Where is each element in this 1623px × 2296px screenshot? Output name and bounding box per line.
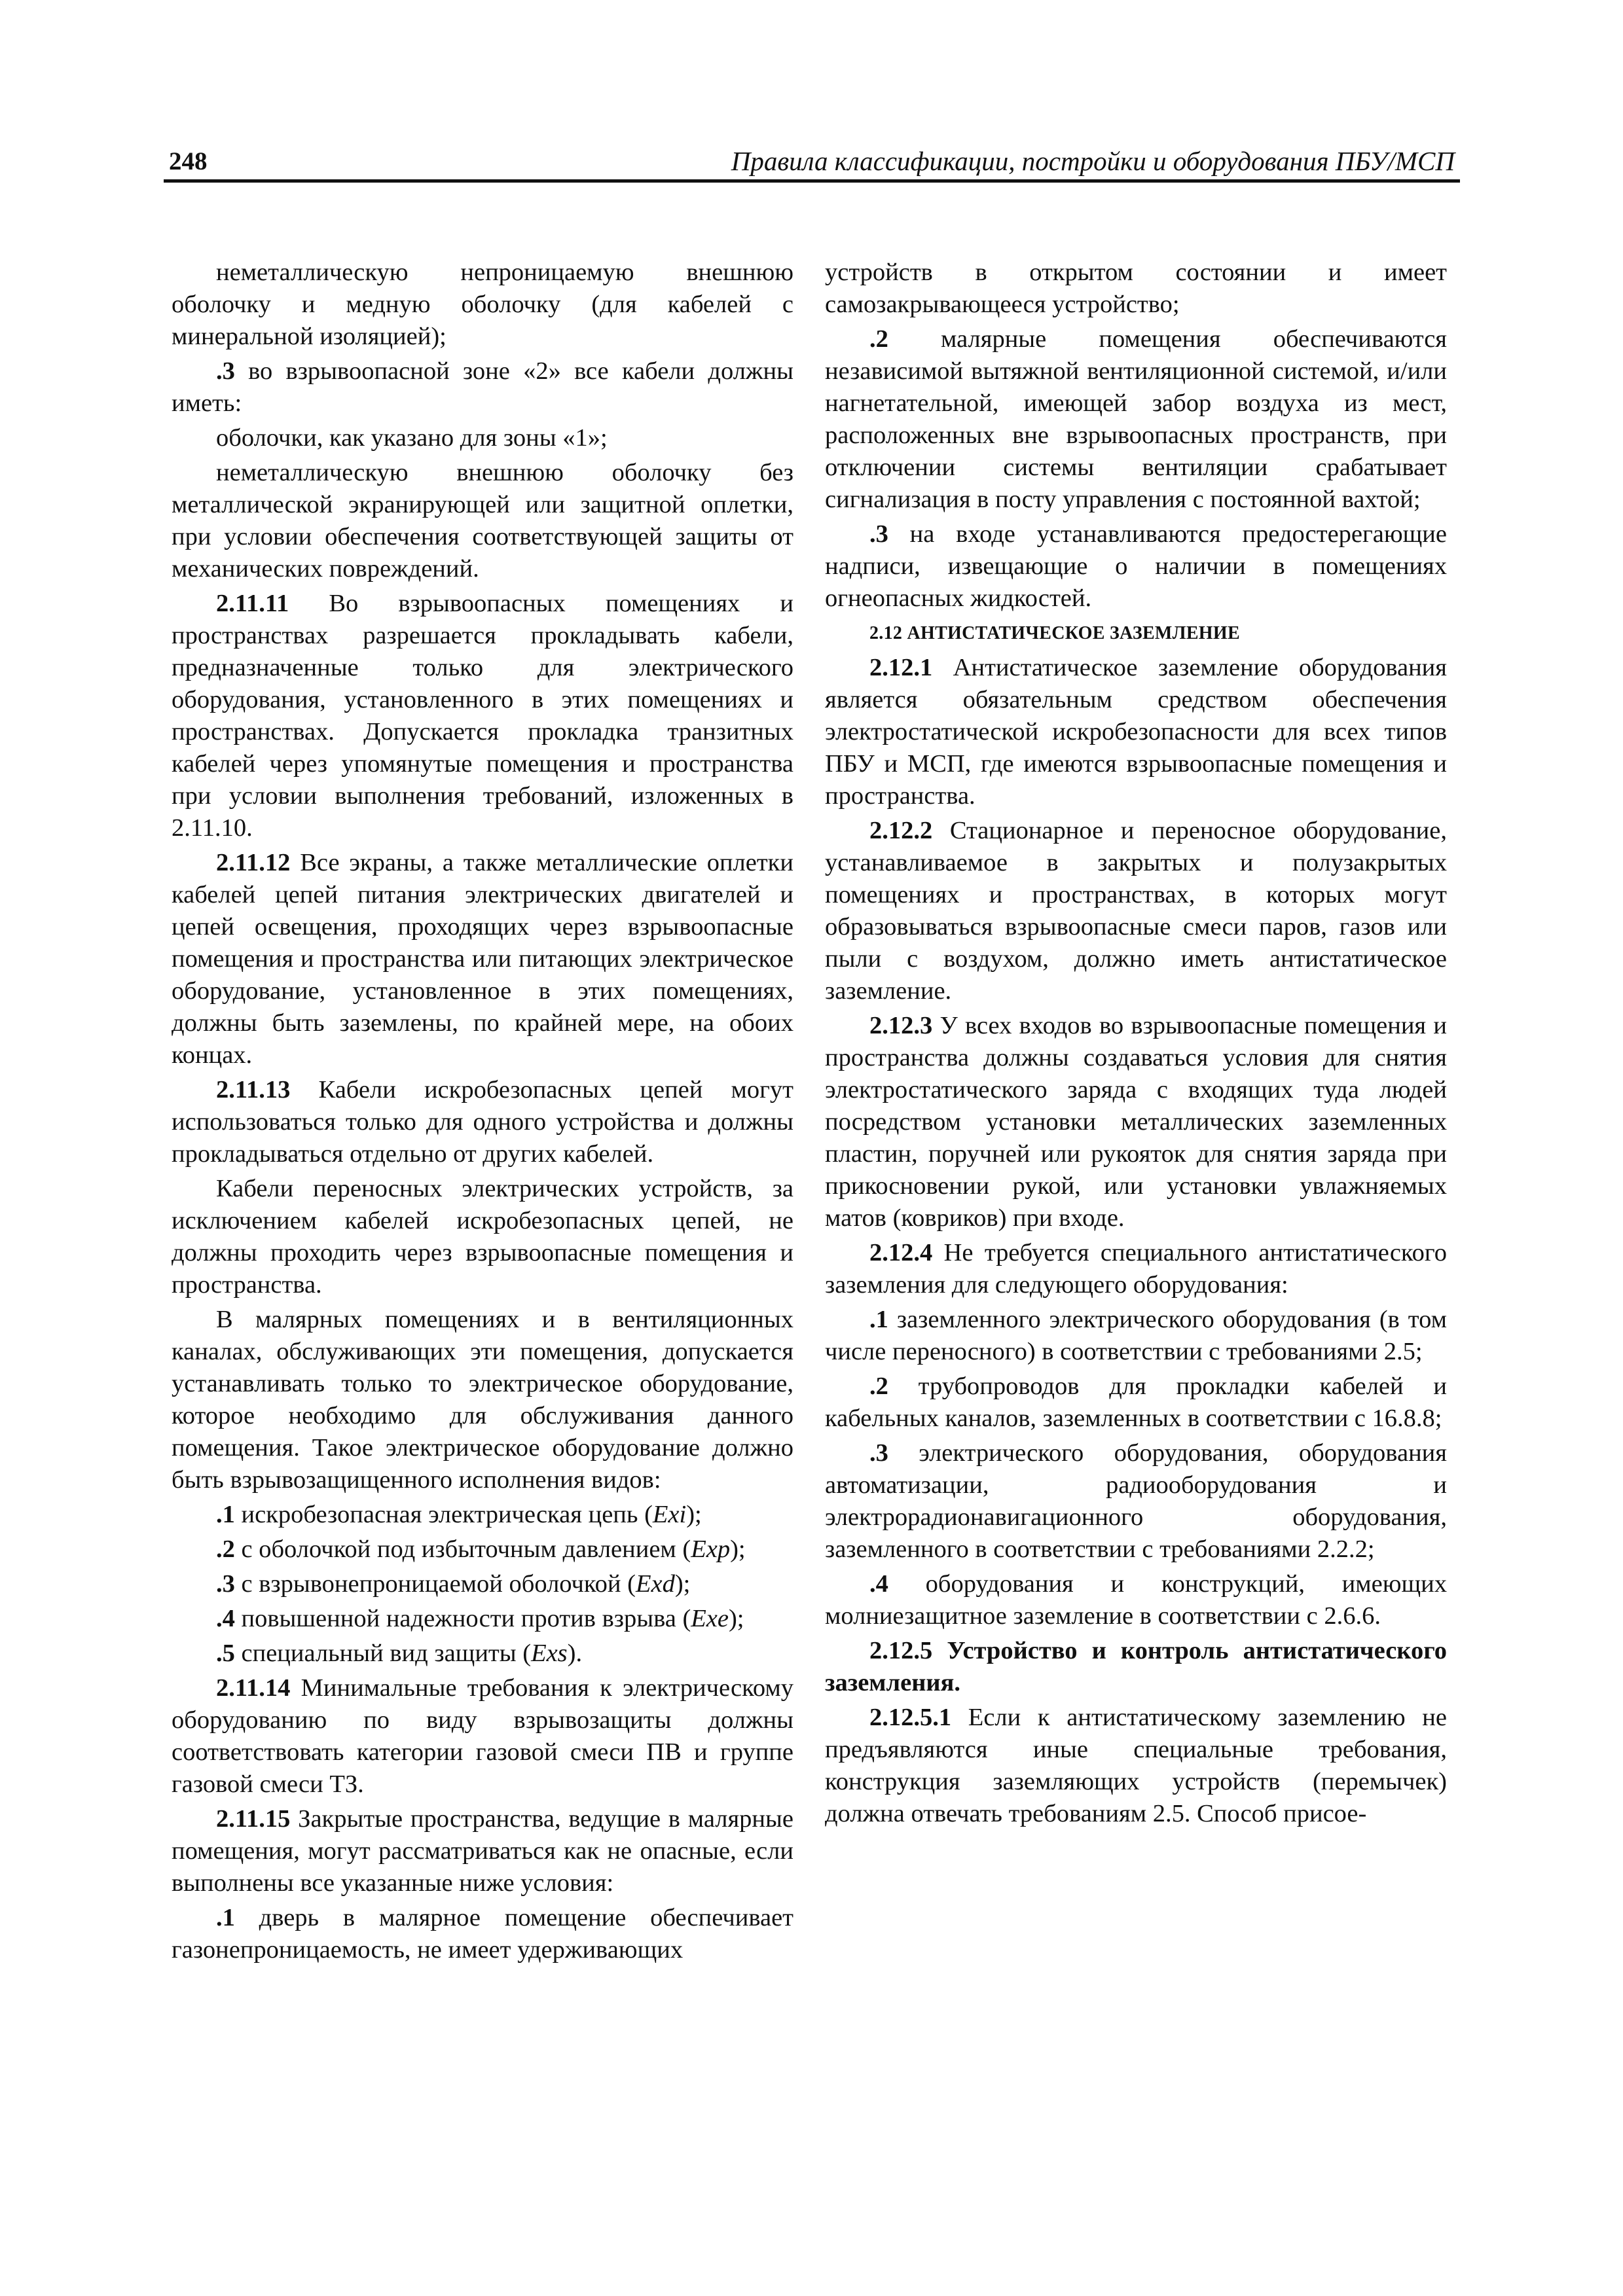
header-rule: [164, 179, 1460, 183]
page-number: 248: [169, 147, 208, 175]
clause-number: 2.12.2: [869, 817, 933, 844]
left-column: [172, 257, 793, 1969]
paragraph: устройств в открытом состоянии и имеет самозакрывающееся устройство;: [825, 259, 1447, 318]
list-item: .2 трубопроводов для прокладки кабелей и кабельных каналов, заземленных в соответствии с 16.8.8;: [825, 1372, 1447, 1432]
clause: 2.12.1 Антистатическое заземление оборудования является обязательным средством обеспечения электростатической искробезопасности для всех типов ПБУ и МСП, где имеются взрывоопасные помещения и пространства.: [825, 654, 1447, 810]
list-item: .3 с взрывонепроницаемой оболочкой (Exd);: [216, 1570, 691, 1598]
clause: 2.12.5.1 Если к антистатическому заземлению не предъявляются иные специальные требования, конструкция заземляющих устройств (перемычек) должна отвечать требованиям 2.5. Способ присое-: [825, 1704, 1447, 1827]
list-item: .3 во взрывоопасной зоне «2» все кабели должны иметь:: [172, 357, 793, 417]
clause-number: 2.12.1: [869, 654, 933, 681]
clause: 2.11.15 Закрытые пространства, ведущие в малярные помещения, могут рассматриваться как не опасные, если выполнены все указанные ниже условия:: [172, 1805, 793, 1897]
paragraph: оболочки, как указано для зоны «1»;: [216, 424, 608, 452]
clause-number: 2.12.5.1: [869, 1704, 952, 1731]
list-item: .2 малярные помещения обеспечиваются независимой вытяжной вентиляционной системой, и/или нагнетательной, имеющей забор воздуха из мест, расположенных вне взрывоопасных пространств, при отключении системы вентиляции срабатывает сигнализация в посту управления с постоянной вахтой;: [825, 325, 1447, 513]
clause-number: 2.11.13: [216, 1076, 291, 1103]
item-number: .3: [216, 357, 235, 385]
list-item: .5 специальный вид защиты (Exs).: [216, 1640, 583, 1667]
clause: 2.11.11 Во взрывоопасных помещениях и пространствах разрешается прокладывать кабели, предназначенные только для электрического оборудования, установленного в этих помещениях и пространствах. Допускается прокладка транзитных кабелей через упомянутые помещения и пространства при условии выполнения требований, изложенных в 2.11.10.: [172, 590, 793, 842]
list-item: .3 на входе устанавливаются предостерегающие надписи, извещающие о наличии в помещениях огнеопасных жидкостей.: [825, 520, 1447, 612]
clause: 2.11.14 Минимальные требования к электрическому оборудованию по виду взрывозащиты должны соответствовать категории газовой смеси ПВ и группе газовой смеси ТЗ.: [172, 1674, 793, 1798]
clause: 2.11.12 Все экраны, а также металлические оплетки кабелей цепей питания электрических двигателей и цепей освещения, проходящих через взрывоопасные помещения и пространства или питающих электрическое оборудование, установленное в этих помещениях, должны быть заземлены, по крайней мере, на обоих концах.: [172, 849, 793, 1069]
paragraph: неметаллическую внешнюю оболочку без металлической экранирующей или защитной оплетки, при условии обеспечения соответствующей защиты от механических повреждений.: [172, 459, 793, 583]
list-item: .4 повышенной надежности против взрыва (Exe);: [216, 1605, 744, 1632]
clause-number: 2.12.4: [869, 1239, 933, 1266]
list-item: .1 заземленного электрического оборудования (в том числе переносного) в соответствии с требованиями 2.5;: [825, 1306, 1447, 1365]
clause-number: 2.12.5: [869, 1637, 933, 1664]
list-item: .1 дверь в малярное помещение обеспечивает газонепроницаемость, не имеет удерживающих: [172, 1904, 793, 1964]
clause-number: 2.11.12: [216, 849, 291, 876]
running-title: Правила классификации, постройки и оборудования ПБУ/МСП: [731, 146, 1455, 176]
right-column: [825, 257, 1447, 1833]
clause: 2.12.4 Не требуется специального антистатического заземления для следующего оборудования:: [825, 1239, 1447, 1299]
list-item: .1 искробезопасная электрическая цепь (Exi);: [216, 1501, 702, 1528]
paragraph: неметаллическую непроницаемую внешнюю оболочку и медную оболочку (для кабелей с минеральной изоляцией);: [172, 259, 793, 350]
page-header: [164, 143, 1460, 181]
clause-number: 2.11.15: [216, 1805, 291, 1833]
list-item: .2 с оболочкой под избыточным давлением (Exp);: [216, 1535, 746, 1563]
paragraph: Кабели переносных электрических устройств, за исключением кабелей искробезопасных цепей, не должны проходить через взрывоопасные помещения и пространства.: [172, 1175, 793, 1299]
list-item: .3 электрического оборудования, оборудования автоматизации, радиооборудования и электрорадионавигационного оборудования, заземленного в соответствии с требованиями 2.2.2;: [825, 1439, 1447, 1563]
clause: 2.11.13 Кабели искробезопасных цепей могут использоваться только для одного устройства и должны прокладываться отдельно от других кабелей.: [172, 1076, 793, 1168]
clause: 2.12.5 Устройство и контроль антистатического заземления.: [825, 1637, 1447, 1696]
clause-number: 2.11.14: [216, 1674, 291, 1702]
list-item: .4 оборудования и конструкций, имеющих молниезащитное заземление в соответствии с 2.6.6.: [825, 1570, 1447, 1630]
paragraph: В малярных помещениях и в вентиляционных каналах, обслуживающих эти помещения, допускается устанавливать только то электрическое оборудование, которое необходимо для обслуживания данного помещения. Такое электрическое оборудование должно быть взрывозащищенного исполнения видов:: [172, 1306, 793, 1494]
section-heading: 2.12 АНТИСТАТИЧЕСКОЕ ЗАЗЕМЛЕНИЕ: [869, 623, 1240, 643]
clause-number: 2.12.3: [869, 1012, 933, 1039]
clause: 2.12.2 Стационарное и переносное оборудование, устанавливаемое в закрытых и полузакрытых помещениях и пространствах, в которых могут образовываться взрывоопасные смеси паров, газов или пыли с воздухом, должно иметь антистатическое заземление.: [825, 817, 1447, 1005]
clause: 2.12.3 У всех входов во взрывоопасные помещения и пространства должны создаваться условия для снятия электростатического заряда с входящих туда людей посредством установки металлических заземленных пластин, поручней или рукояток для снятия заряда при прикосновении рукой, или установки увлажняемых матов (ковриков) при входе.: [825, 1012, 1447, 1232]
clause-number: 2.11.11: [216, 590, 289, 617]
